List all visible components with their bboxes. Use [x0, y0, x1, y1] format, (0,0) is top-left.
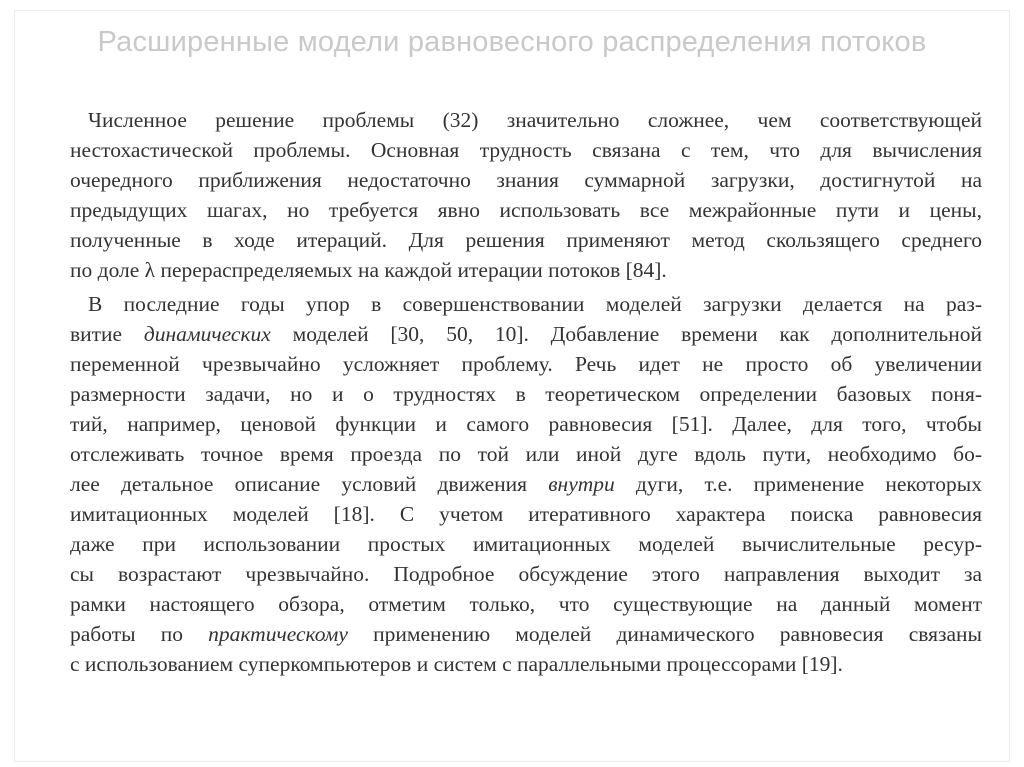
- text-segment: моделей [30, 50, 10]. Добавление времени как дополнительной: [270, 322, 982, 346]
- emphasized-text: внутри: [548, 472, 615, 496]
- slide-title: Расширенные модели равновесного распределения потоков: [97, 26, 927, 58]
- text-segment: лее детальное описание условий движения: [70, 472, 549, 496]
- text-segment: полученные в ходе итераций. Для решения применяют метод скользящего среднего: [70, 228, 982, 252]
- text-line: [70, 559, 982, 589]
- text-line: [70, 225, 982, 255]
- text-segment: тий, например, ценовой функции и самого равновесия [51]. Далее, для того, чтобы: [70, 412, 982, 436]
- text-segment: с использованием суперкомпьютеров и систем с параллельными процессорами [19].: [70, 652, 843, 676]
- text-line: [70, 165, 982, 195]
- text-segment: предыдущих шагах, но требуется явно использовать все межрайонные пути и цены,: [70, 198, 982, 222]
- paragraph-1: [70, 105, 982, 285]
- text-segment: размерности задачи, но и о трудностях в теоретическом определении базовых поня-: [70, 382, 982, 406]
- text-line: [70, 409, 982, 439]
- text-segment: применению моделей динамического равновесия связаны: [347, 622, 983, 646]
- text-line: [70, 469, 982, 499]
- text-segment: работы по: [70, 622, 209, 646]
- text-segment: очередного приближения недостаточно знания суммарной загрузки, достигнутой на: [70, 168, 982, 192]
- text-segment: Численное решение проблемы (32) значительно сложнее, чем соответствующей: [88, 108, 982, 132]
- paragraph-2: [70, 289, 982, 679]
- text-segment: отслеживать точное время проезда по той или иной дуге вдоль пути, необходимо бо-: [70, 442, 982, 466]
- text-line: [70, 105, 982, 135]
- text-line: [70, 255, 982, 285]
- text-line: [70, 349, 982, 379]
- text-line: [70, 319, 982, 349]
- text-segment: рамки настоящего обзора, отметим только, что существующие на данный момент: [70, 592, 982, 616]
- emphasized-text: практическому: [208, 622, 348, 646]
- text-segment: сы возрастают чрезвычайно. Подробное обсуждение этого направления выходит за: [70, 562, 982, 586]
- emphasized-text: динамических: [143, 322, 271, 346]
- text-line: [70, 289, 982, 319]
- text-line: [70, 439, 982, 469]
- text-line: [70, 499, 982, 529]
- text-segment: даже при использовании простых имитационных моделей вычислительные ресур-: [70, 532, 982, 556]
- text-segment: витие: [70, 322, 144, 346]
- text-line: [70, 195, 982, 225]
- text-segment: дуги, т.е. применение некоторых: [614, 472, 982, 496]
- text-segment: по доле λ перераспределяемых на каждой итерации потоков [84].: [70, 258, 667, 282]
- text-line: [70, 589, 982, 619]
- text-segment: имитационных моделей [18]. С учетом итеративного характера поиска равновесия: [70, 502, 982, 526]
- text-segment: нестохастической проблемы. Основная трудность связана с тем, что для вычисления: [70, 138, 982, 162]
- text-line: [70, 379, 982, 409]
- text-segment: В последние годы упор в совершенствовании моделей загрузки делается на раз-: [88, 292, 982, 316]
- text-line: [70, 619, 982, 649]
- text-line: [70, 135, 982, 165]
- text-line: [70, 529, 982, 559]
- text-segment: переменной чрезвычайно усложняет проблему. Речь идет не просто об увеличении: [70, 352, 982, 376]
- text-line: [70, 649, 982, 679]
